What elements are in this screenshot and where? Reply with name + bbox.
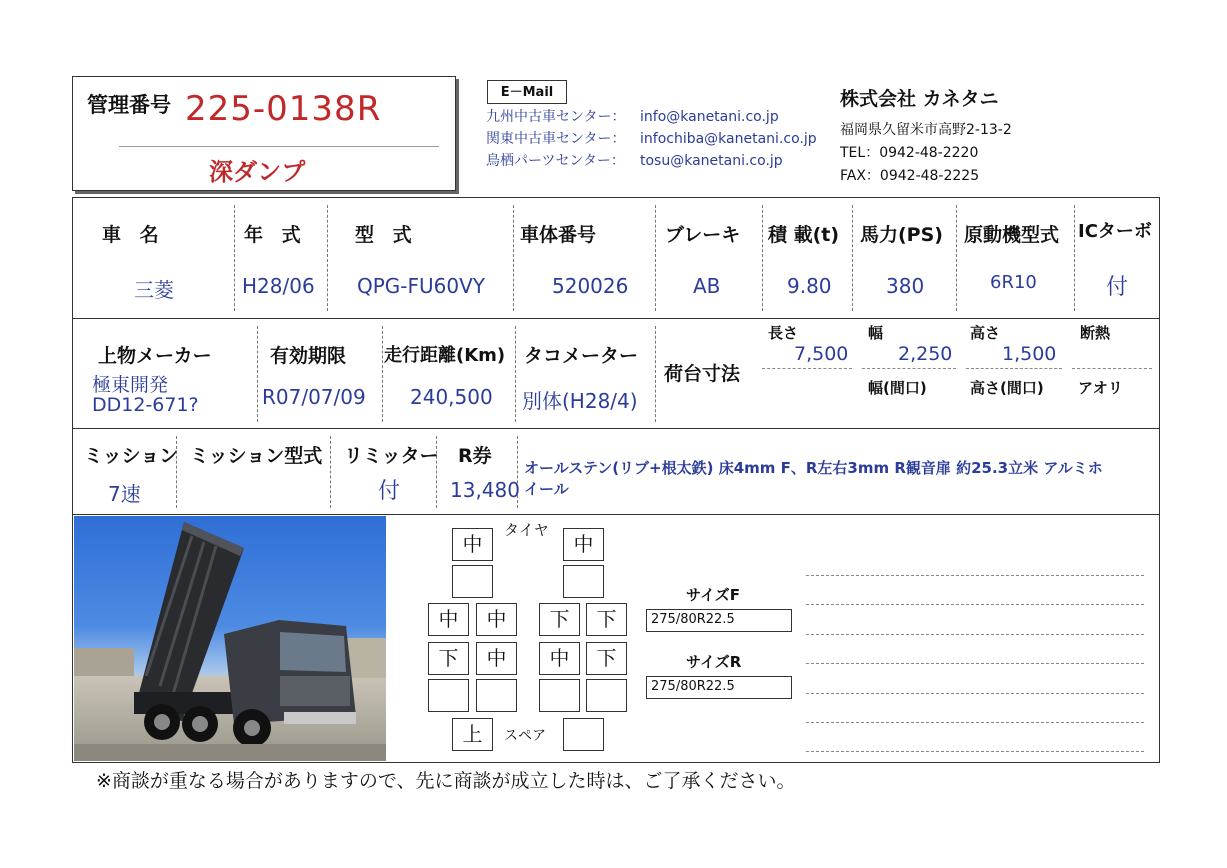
load-label: 積 載(t) (768, 224, 840, 246)
company-name: 株式会社 カネタニ (840, 88, 999, 110)
trans-model-label: ミッション型式 (190, 445, 323, 467)
bed-dash (966, 368, 1062, 369)
tire-r3-inner-left-blank (476, 679, 517, 712)
note-line (806, 663, 1144, 664)
remarks-line: オールステン(リブ+根太鉄) 床4mm F、R左右3mm R観音扉 約25.3立米 アルミホ (524, 459, 1103, 477)
tire-r2-inner-left: 中 (476, 642, 517, 675)
transmission-value: 7速 (108, 482, 141, 506)
col-divider (382, 326, 383, 422)
year-value: H28/06 (242, 274, 315, 298)
col-divider (257, 326, 258, 422)
tire-r2-outer-left: 下 (428, 642, 469, 675)
tire-spare-blank (563, 718, 604, 751)
bed-dash (862, 368, 956, 369)
insulation-label: 断熱 (1080, 324, 1111, 342)
col-divider (655, 205, 656, 311)
tire-r1-outer-left: 中 (428, 603, 469, 636)
hp-value: 380 (886, 274, 925, 298)
col-divider (330, 436, 331, 508)
tire-r3-inner-right-blank (539, 679, 580, 712)
email-center: 九州中古車センター： (486, 109, 626, 125)
email-center: 鳥栖パーツセンター： (486, 153, 625, 169)
maker-label: 車 名 (102, 224, 165, 246)
email-title: E－Mail (500, 85, 554, 100)
inner-width-label: 幅(間口) (868, 379, 927, 397)
truck-photo (74, 516, 386, 761)
hp-label: 馬力(PS) (860, 224, 943, 246)
remarks (524, 458, 1144, 500)
bed-label: 荷台寸法 (664, 363, 741, 385)
dump-truck-image (74, 516, 386, 761)
bed-dash (762, 368, 852, 369)
col-divider (655, 326, 656, 422)
load-value: 9.80 (787, 274, 832, 298)
col-divider (234, 205, 235, 311)
col-divider (956, 205, 957, 311)
size-r-label: サイズR (686, 653, 742, 671)
email-link[interactable]: infochiba@kanetani.co.jp (640, 131, 817, 147)
ic-value: 付 (1106, 275, 1129, 300)
tire-r2-outer-right: 下 (586, 642, 627, 675)
width-label: 幅 (868, 324, 884, 342)
tire-front-left: 中 (452, 528, 493, 561)
col-divider (852, 205, 853, 311)
email-title-box (487, 80, 567, 104)
note-line (806, 604, 1144, 605)
row-divider-1 (72, 318, 1160, 319)
email-link[interactable]: info@kanetani.co.jp (640, 109, 779, 125)
tire-front-right: 中 (563, 528, 604, 561)
height-value: 1,500 (1002, 343, 1057, 365)
tires-title: タイヤ (504, 521, 549, 539)
chassis-value: 520026 (552, 274, 629, 298)
length-value: 7,500 (794, 343, 849, 365)
brake-value: AB (693, 274, 721, 298)
brake-label: ブレーキ (665, 224, 741, 246)
year-label: 年 式 (244, 224, 307, 246)
col-divider (1074, 205, 1075, 311)
size-f-field: 275/80R22.5 (646, 609, 792, 632)
bed-dash (1072, 368, 1152, 369)
tire-front-left-blank (452, 565, 493, 598)
note-line (806, 693, 1144, 694)
mileage-label: 走行距離(Km) (384, 345, 506, 366)
footer-note: ※商談が重なる場合がありますので、先に商談が成立した時は、ご了承ください。 (96, 770, 796, 792)
model-value: QPG-FU60VY (357, 274, 486, 298)
email-center: 関東中古車センター： (486, 131, 626, 147)
chassis-label: 車体番号 (520, 224, 597, 246)
limiter-value: 付 (378, 479, 401, 504)
col-divider (515, 326, 516, 422)
control-number-label: 管理番号 (87, 93, 171, 117)
email-link[interactable]: tosu@kanetani.co.jp (640, 153, 783, 169)
inspection-value: R07/07/09 (262, 385, 366, 409)
note-line (806, 722, 1144, 723)
spare-label: スペア (504, 728, 546, 744)
r-value: 13,480 (450, 478, 520, 502)
email-row (486, 128, 817, 150)
width-value: 2,250 (898, 343, 953, 365)
note-line (806, 634, 1144, 635)
row-divider-3 (72, 514, 1160, 515)
mileage-value: 240,500 (410, 385, 493, 409)
email-row (486, 150, 817, 172)
vehicle-type: 深ダンプ (209, 158, 306, 186)
email-list (486, 106, 817, 172)
size-r-field: 275/80R22.5 (646, 676, 792, 699)
length-label: 長さ (768, 324, 799, 342)
tacho-value: 別体(H28/4) (522, 389, 638, 413)
control-number-box (72, 76, 456, 191)
body-maker-value: 極東開発 (92, 374, 169, 396)
tire-r3-outer-left-blank (428, 679, 469, 712)
company-fax: FAX：0942-48-2225 (840, 168, 980, 184)
control-number: 225-0138R (185, 89, 382, 129)
tire-front-right-blank (563, 565, 604, 598)
col-divider (762, 205, 763, 311)
note-line (806, 751, 1144, 752)
inner-height-label: 高さ(間口) (970, 379, 1044, 397)
tire-r1-inner-left: 中 (476, 603, 517, 636)
gate-label: アオリ (1078, 379, 1123, 397)
email-row (486, 106, 817, 128)
note-line (806, 575, 1144, 576)
size-f-label: サイズF (686, 586, 741, 604)
company-info (840, 84, 1012, 188)
model-label: 型 式 (355, 224, 418, 246)
r-label: R券 (458, 445, 492, 467)
company-tel: TEL：0942-48-2220 (840, 145, 979, 161)
limiter-label: リミッター (344, 445, 439, 467)
ic-label: ICターボ (1078, 221, 1152, 242)
engine-label: 原動機型式 (964, 224, 1060, 246)
col-divider (327, 205, 328, 311)
height-label: 高さ (970, 324, 1001, 342)
tire-r1-inner-right: 下 (539, 603, 580, 636)
tire-r2-inner-right: 中 (539, 642, 580, 675)
tire-r1-outer-right: 下 (586, 603, 627, 636)
control-number-divider (119, 146, 439, 147)
maker-value: 三菱 (134, 278, 174, 302)
col-divider (513, 205, 514, 311)
row-divider-2 (72, 428, 1160, 429)
body-maker-label: 上物メーカー (98, 345, 212, 367)
company-address: 福岡県久留米市高野2-13-2 (840, 122, 1012, 138)
inspection-label: 有効期限 (270, 345, 347, 367)
tire-spare: 上 (452, 718, 493, 751)
tacho-label: タコメーター (524, 345, 639, 367)
body-model-value: DD12-671? (92, 394, 199, 416)
transmission-label: ミッション (84, 445, 179, 467)
remarks-line: イール (524, 480, 569, 498)
tire-r3-outer-right-blank (586, 679, 627, 712)
engine-value: 6R10 (990, 272, 1037, 293)
